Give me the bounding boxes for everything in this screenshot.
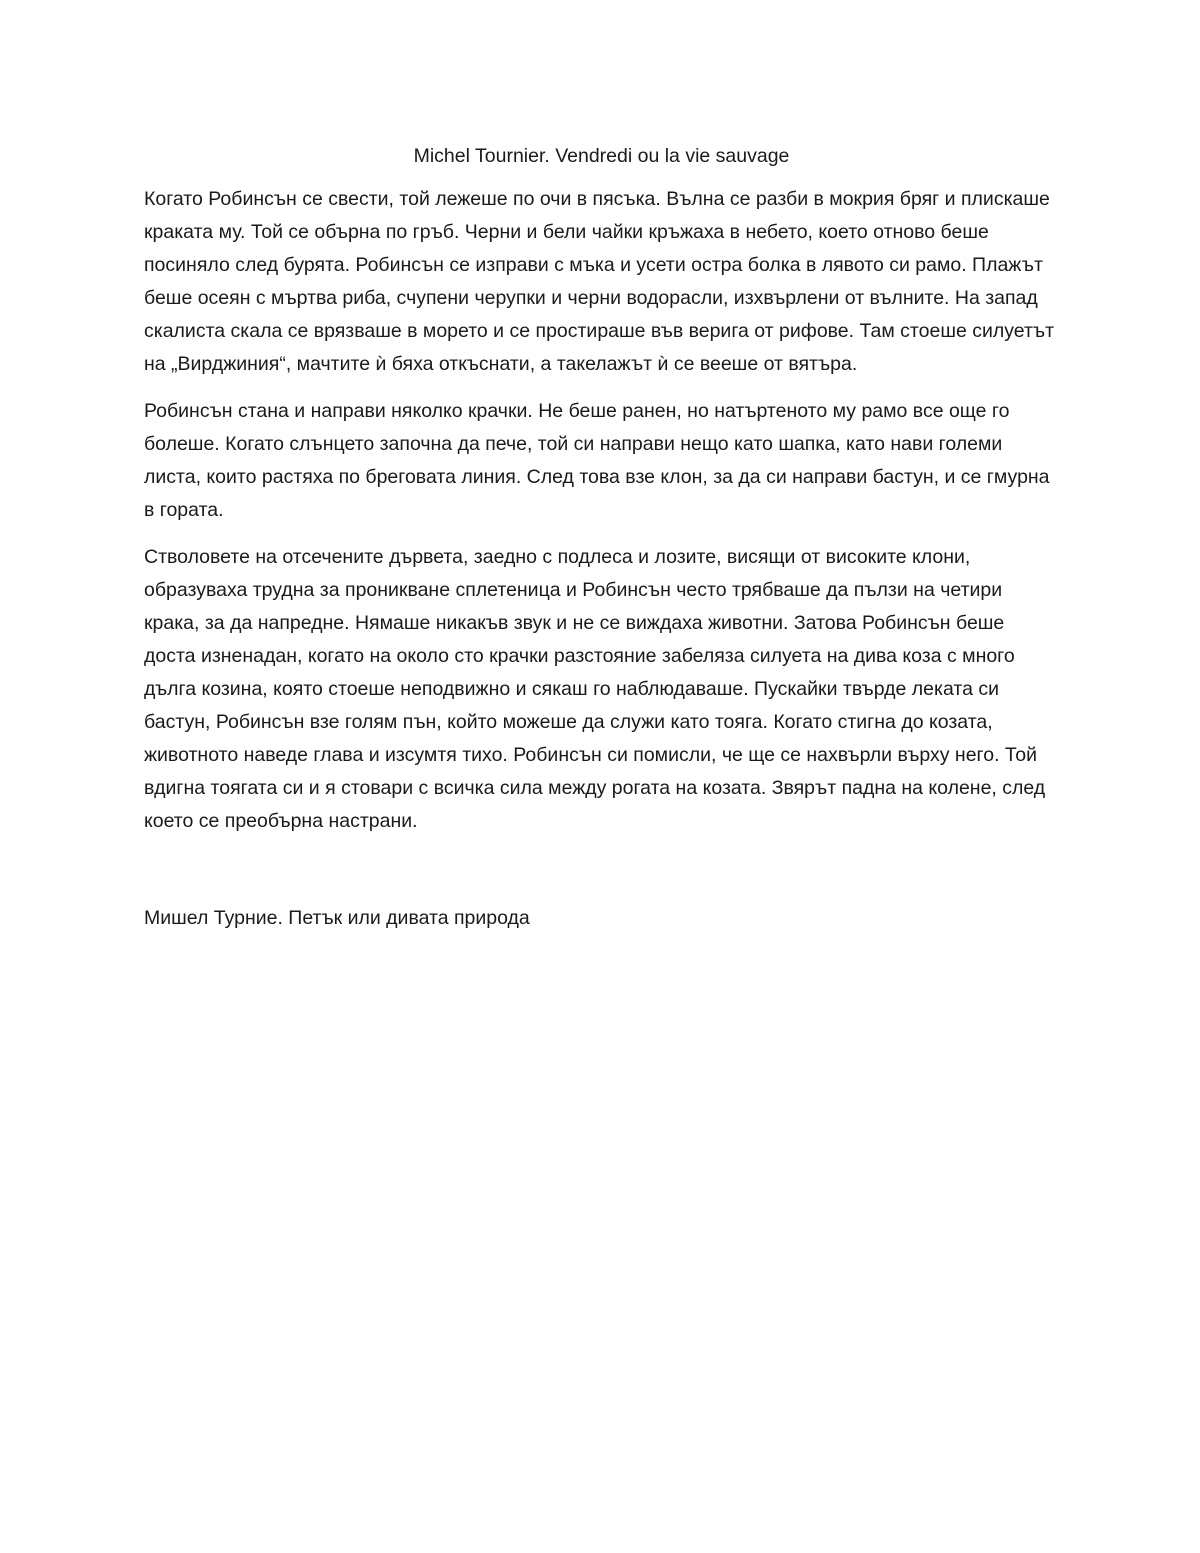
paragraph-2: Робинсън стана и направи няколко крачки. Не беше ранен, но натъртеното му рамо все още го болеше. Когато слънцето започна да пече, той си направи нещо като шапка, като нави големи листа, които растяха по бреговата линия. След това взе клон, за да си направи бастун, и се гмурна в гората. — [144, 400, 1050, 521]
document-signature-line: Мишел Турние. Петък или дивата природа — [144, 907, 530, 929]
paragraph-1: Когато Робинсън се свести, той лежеше по очи в пясъка. Вълна се разби в мокрия бряг и плискаше краката му. Той се обърна по гръб. Черни и бели чайки кръжаха в небето, което отново беше посиняло след бурята. Робинсън се изправи с мъка и усети остра болка в лявото си рамо. Плажът беше осеян с мъртва риба, счупени черупки и черни водорасли, изхвърлени от вълните. На запад скалиста скала се врязваше в морето и се простираше във верига от рифове. Там стоеше силуетът на „Вирджиния“, мачтите ѝ бяха откъснати, а такелажът ѝ се вееше от вятъра. — [144, 188, 1055, 375]
paragraph-3: Стволовете на отсечените дървета, заедно с подлеса и лозите, висящи от високите клони, образуваха трудна за проникване сплетеница и Робинсън често трябваше да пълзи на четири крака, за да напредне. Нямаше никакъв звук и не се виждаха животни. Затова Робинсън беше доста изненадан, когато на около сто крачки разстояние забеляза силуета на дива коза с много дълга козина, която стоеше неподвижно и сякаш го наблюдаваше. Пускайки твърде леката си бастун, Робинсън взе голям пън, който можеше да служи като тояга. Когато стигна до козата, животното наведе глава и изсумтя тихо. Робинсън си помисли, че ще се нахвърли върху него. Той вдигна тоягата си и я стовари с всичка сила между рогата на козата. Звярът падна на колене, след което се преобърна настрани. — [144, 546, 1046, 832]
document-title: Michel Tournier. Vendredi ou la vie sauvage — [413, 145, 790, 167]
document-body — [144, 140, 1059, 935]
